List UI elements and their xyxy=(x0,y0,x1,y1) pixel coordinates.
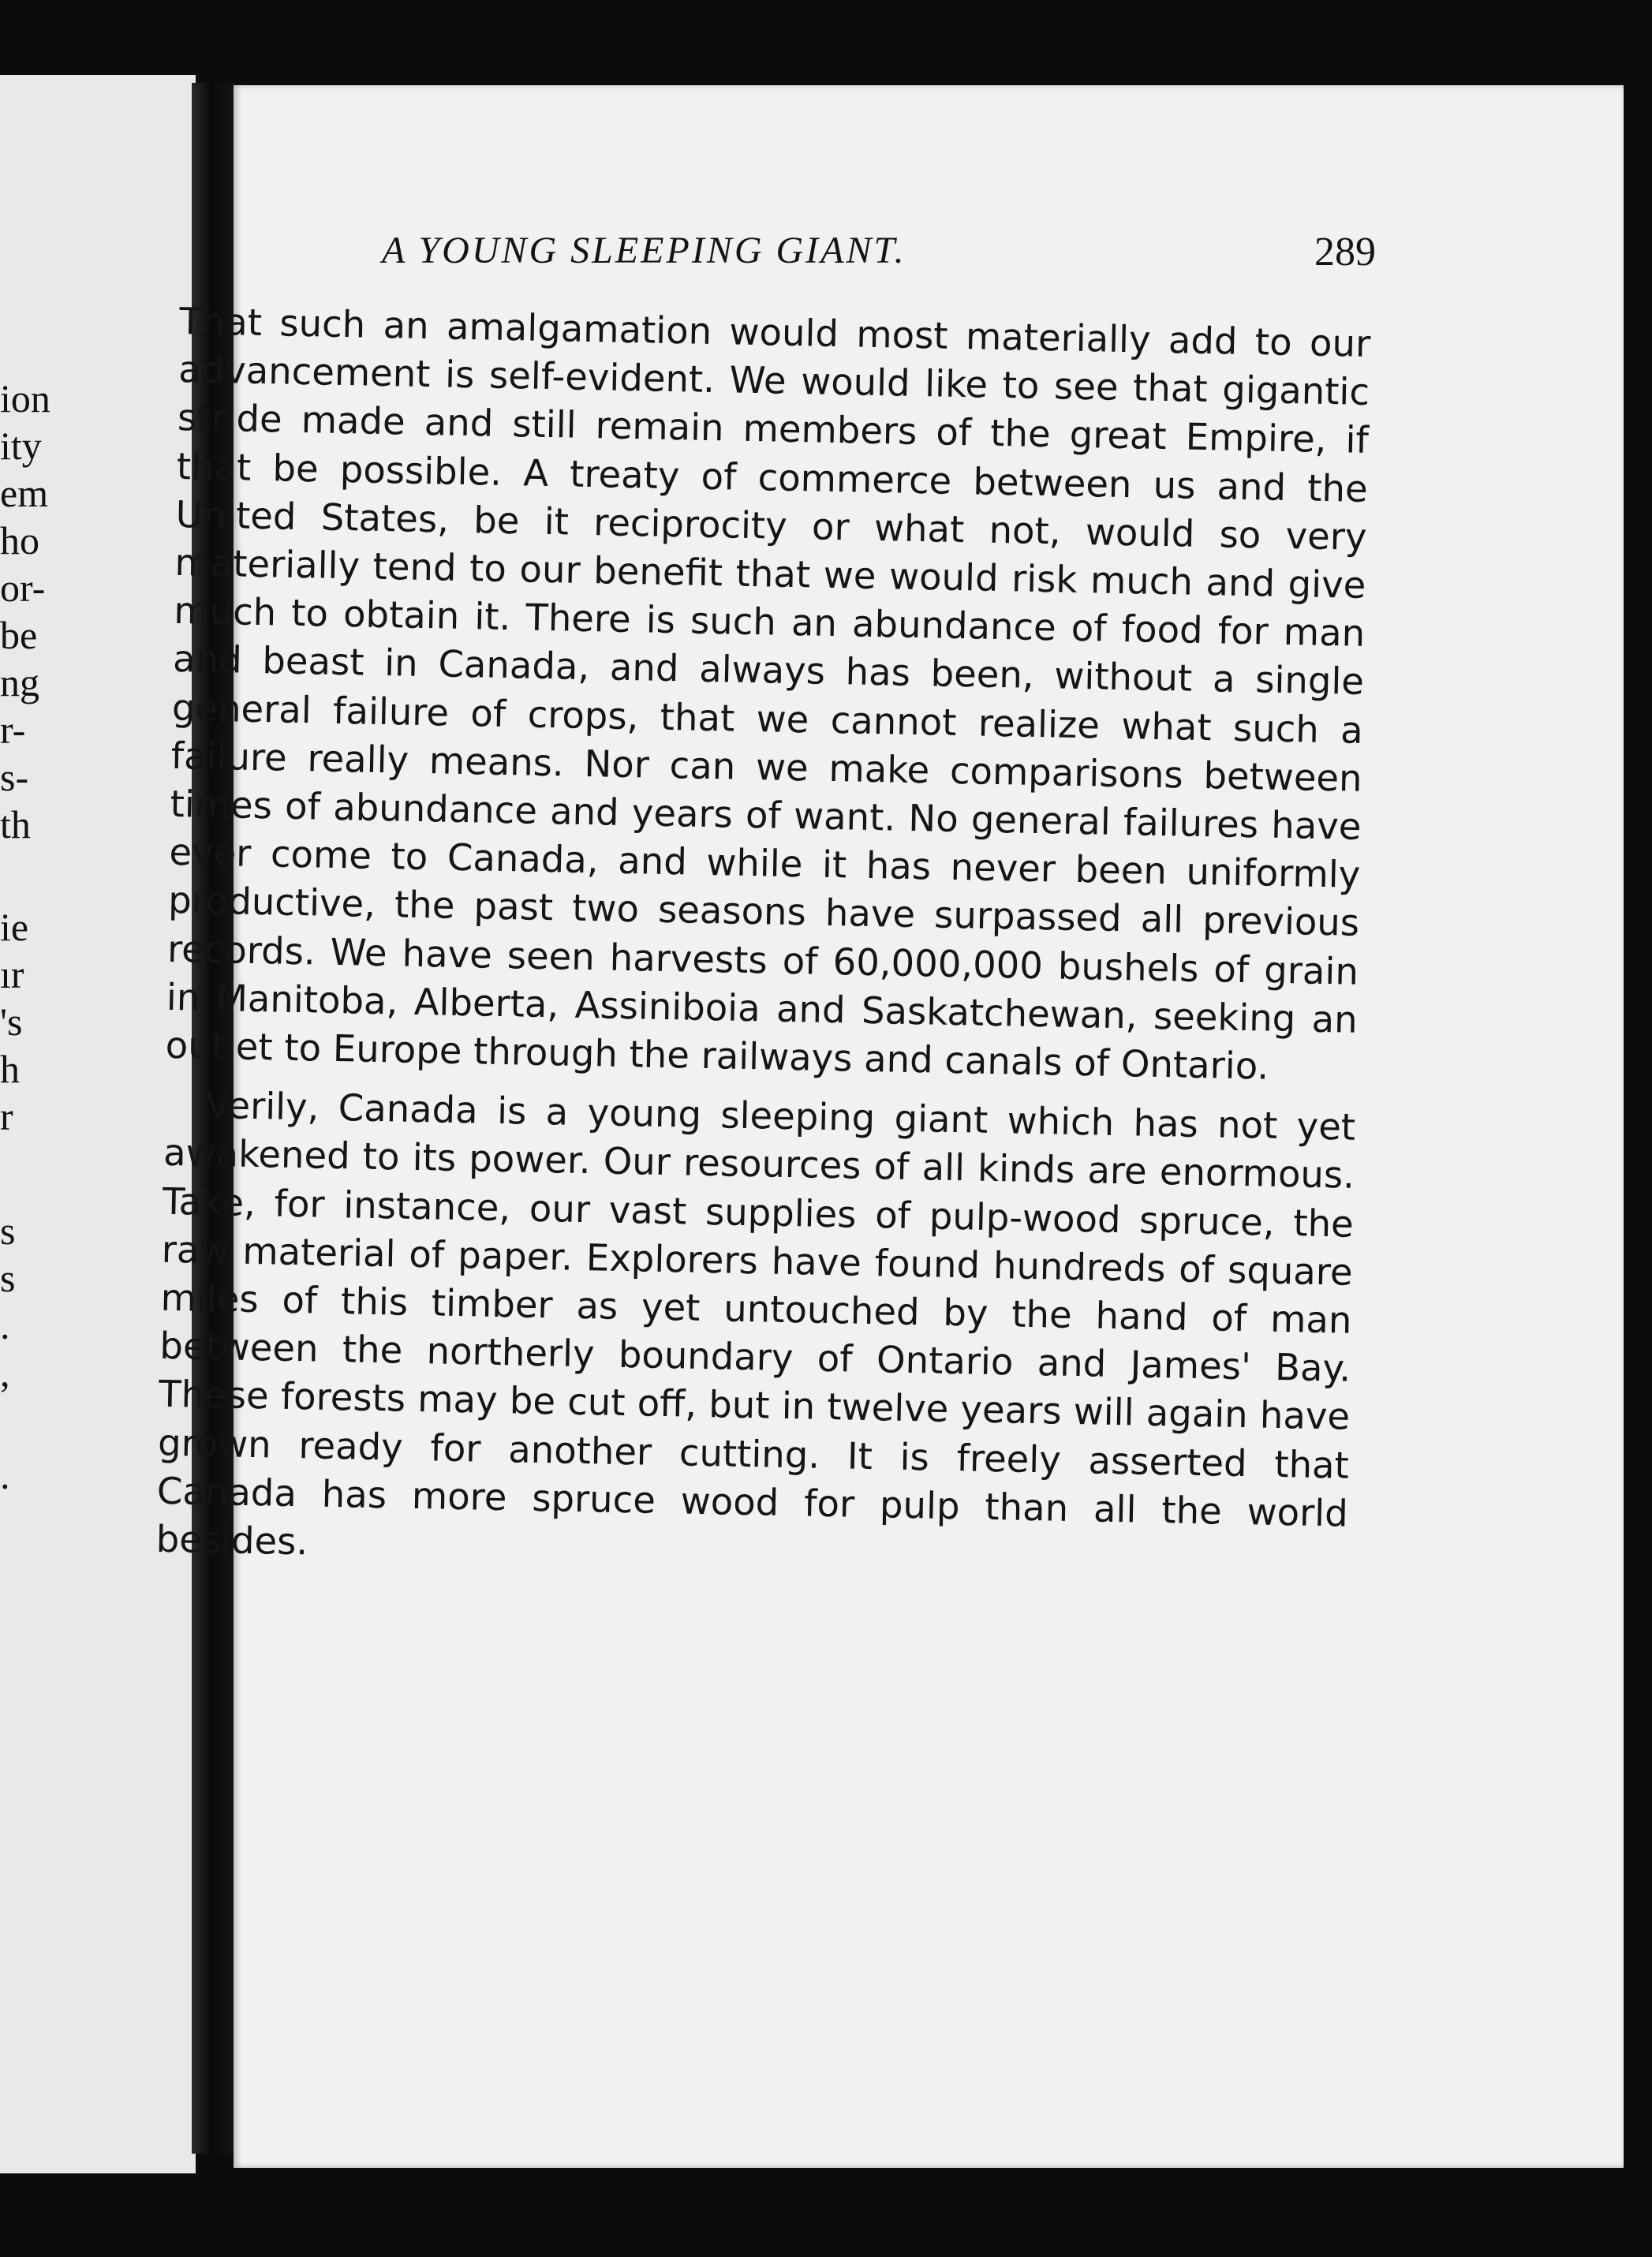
page-body xyxy=(155,297,1371,1586)
running-title: A YOUNG SLEEPING GIANT. xyxy=(382,230,906,271)
running-head xyxy=(382,229,1376,284)
left-line-end: em xyxy=(0,471,49,515)
left-line-end: s- xyxy=(0,755,29,799)
left-line-end: , xyxy=(0,1351,10,1395)
left-line-end: r- xyxy=(0,708,26,752)
paragraph: Verily, Canada is a young sleeping giant which has not yet awakened to its power. Our resources of all kinds are enormous. Take, for instance, our vast supplies of pulp-wood spruce, the raw material of paper. Explorers have found hundreds of square miles of this timber as yet untouched by the hand of man between the northerly boundary of Ontario and James' Bay. These forests may be cut off, but in twelve years will again have grown ready for another cutting. It is freely asserted that Canada has more spruce wood for pulp than all the world besides. xyxy=(155,1084,1356,1564)
left-line-end: s xyxy=(0,1209,16,1253)
page-number: 289 xyxy=(1314,230,1376,275)
left-line-end: ie xyxy=(0,905,29,949)
left-line-end: r xyxy=(0,1094,13,1138)
left-line-end: ity xyxy=(0,424,42,468)
left-line-end: ho xyxy=(0,518,39,562)
left-line-end: or- xyxy=(0,566,46,610)
left-line-end: ion xyxy=(0,376,50,420)
left-line-end: . xyxy=(0,1453,10,1497)
left-line-end: 's xyxy=(0,1000,23,1044)
paragraph: That such an amalgamation would most materially add to our advancement is self-evident. We would like to see that gigantic stride made and still remain members of the great Empire, if that be possible. A treaty of commerce between us and the United States, be it reciprocity or what not, would so very materially tend to our benefit that we would risk much and give much to obtain it. There is such an abundance of food for man and beast in Canada, and always has been, without a single general failure of crops, that we cannot realize what such a failure really means. Nor can we make comparisons between times of abundance and years of want. No general failures have ever come to Canada, and while it has never been uniformly productive, the past two seasons have surpassed all previous records. We have seen harvests of 60,000,000 bushels of grain in Manitoba, Alberta, Assiniboia and Saskatchewan, seeking an outlet to Europe through the railways and canals of Ontario. xyxy=(165,299,1371,1088)
left-line-end: be xyxy=(0,613,38,657)
left-line-end: h xyxy=(0,1047,20,1091)
left-line-end: . xyxy=(0,1303,10,1347)
left-line-end: s xyxy=(0,1256,16,1300)
left-line-end: th xyxy=(0,802,31,846)
left-line-end: ır xyxy=(0,952,24,996)
left-line-end: ng xyxy=(0,660,39,704)
